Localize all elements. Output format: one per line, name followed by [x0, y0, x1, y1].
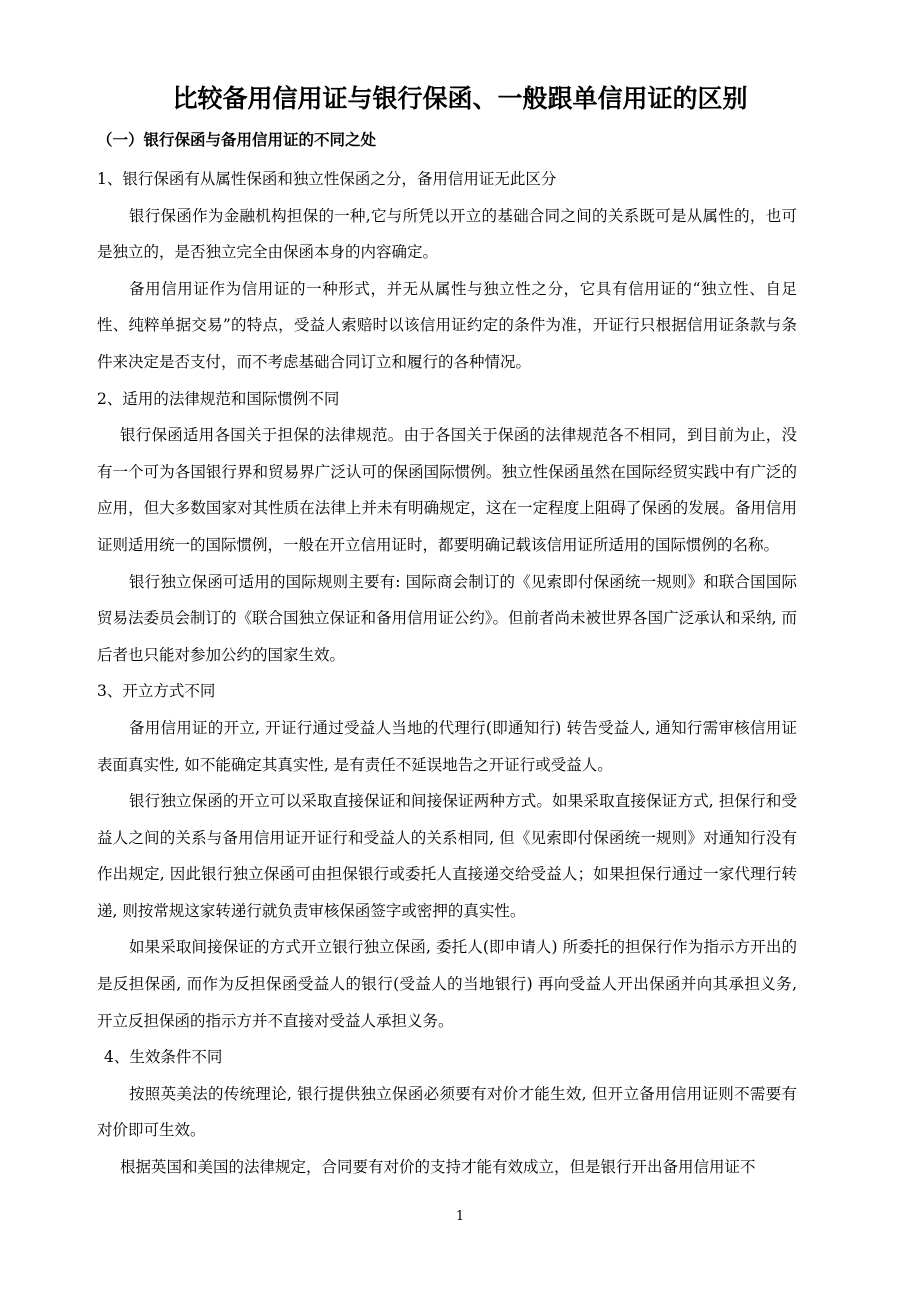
paragraph: 如果采取间接保证的方式开立银行独立保函, 委托人(即申请人) 所委托的担保行作为指示方开出的是反担保函, 而作为反担保函受益人的银行(受益人的当地银行) 再向受益人开出保函并向其承担义务, 开立反担保函的指示方并不直接对受益人承担义务。 [97, 938, 797, 1030]
subheading-1: 1、银行保函有从属性保函和独立性保函之分，备用信用证无此区分 [97, 170, 557, 188]
paragraph: 按照英美法的传统理论, 银行提供独立保函必须要有对价才能生效, 但开立备用信用证则不需要有对价即可生效。 [97, 1084, 797, 1140]
paragraph: 根据英国和美国的法律规定，合同要有对价的支持才能有效成立，但是银行开出备用信用证不 [120, 1158, 756, 1177]
subheading-4: 4、生效条件不同 [104, 1048, 223, 1067]
paragraph: 银行保函作为金融机构担保的一种,它与所凭以开立的基础合同之间的关系既可是从属性的，也可是独立的，是否独立完全由保函本身的内容确定。 [97, 206, 797, 262]
section-heading: （一）银行保函与备用信用证的不同之处 [97, 131, 377, 149]
subheading-2: 2、适用的法律规范和国际惯例不同 [97, 389, 340, 408]
paragraph: 备用信用证的开立, 开证行通过受益人当地的代理行(即通知行) 转告受益人, 通知行需审核信用证表面真实性, 如不能确定其真实性, 是有责任不延误地告之开证行或受益人。 [97, 718, 797, 774]
paragraph: 银行保函适用各国关于担保的法律规范。由于各国关于保函的法律规范各不相同，到目前为止，没有一个可为各国银行界和贸易界广泛认可的保函国际惯例。独立性保函虽然在国际经贸实践中有广泛的应用，但大多数国家对其性质在法律上并未有明确规定，这在一定程度上阻碍了保函的发展。备用信用证则适用统一的国际惯例，一般在开立信用证时，都要明确记载该信用证所适用的国际惯例的名称。 [97, 426, 797, 554]
paragraph: 银行独立保函的开立可以采取直接保证和间接保证两种方式。如果采取直接保证方式, 担保行和受益人之间的关系与备用信用证开证行和受益人的关系相同, 但《见索即付保函统一规则》对通知行没有作出规定, 因此银行独立保函可由担保银行或委托人直接递交给受益人；如果担保行通过一家代理行转递, 则按常规这家转递行就负责审核保函签字或密押的真实性。 [97, 792, 797, 920]
page-number: 1 [455, 1209, 465, 1224]
paragraph: 银行独立保函可适用的国际规则主要有: 国际商会制订的《见索即付保函统一规则》和联合国国际贸易法委员会制订的《联合国独立保证和备用信用证公约》。但前者尚未被世界各国广泛承认和采纳, 而后者也只能对参加公约的国家生效。 [97, 572, 797, 664]
document-body [97, 161, 797, 1186]
paragraph: 备用信用证作为信用证的一种形式，并无从属性与独立性之分，它具有信用证的“独立性、自足性、纯粹单据交易”的特点，受益人索赔时以该信用证约定的条件为准，开证行只根据信用证条款与条件来决定是否支付，而不考虑基础合同订立和履行的各种情况。 [97, 279, 797, 371]
document-title: 比较备用信用证与银行保函、一般跟单信用证的区别 [172, 84, 748, 113]
subheading-3: 3、开立方式不同 [97, 682, 216, 701]
